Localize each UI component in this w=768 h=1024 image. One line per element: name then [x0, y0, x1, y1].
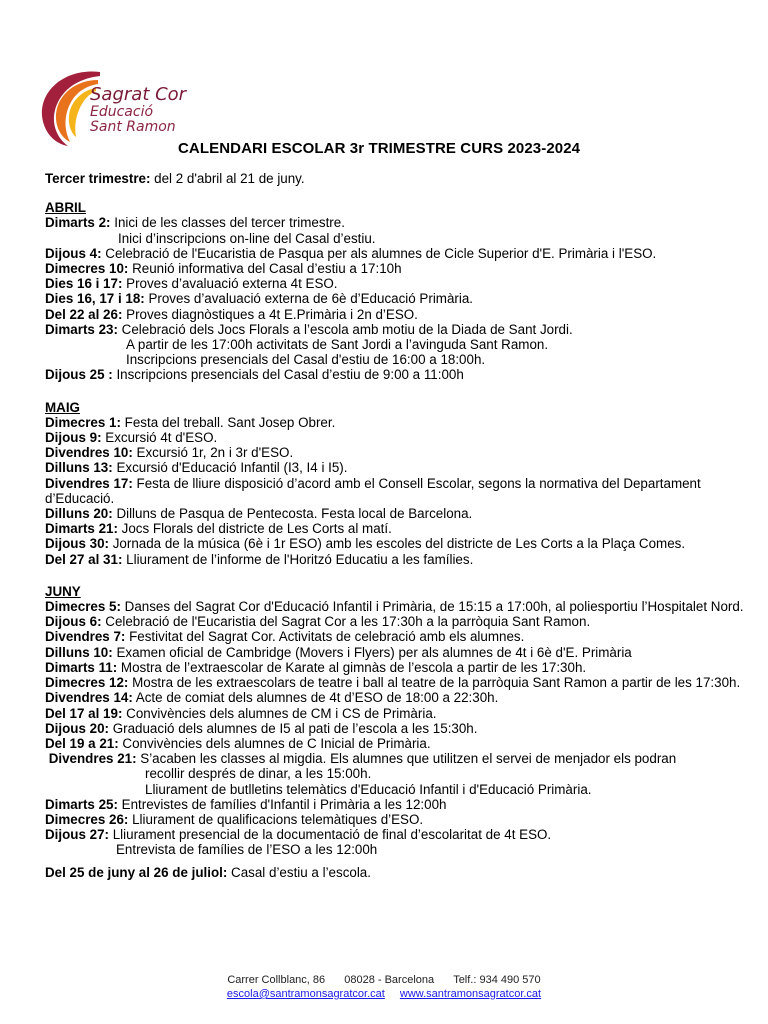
intro-line — [45, 171, 745, 186]
item-text: Entrevistes de famílies d'Infantil i Primària a les 12:00h — [117, 796, 447, 812]
list-item — [45, 291, 745, 306]
item-label: Dijous 9: — [45, 430, 102, 446]
list-item — [45, 721, 745, 736]
item-text: Inscripcions presencials del Casal d'estiu de 16:00 a 18:00h. — [126, 352, 486, 368]
list-item — [45, 337, 745, 352]
item-label: Dies 16 i 17: — [45, 276, 123, 292]
item-label: Del 25 de juny al 26 de juliol: — [45, 864, 228, 880]
item-label: Del 19 a 21: — [45, 735, 119, 751]
item-text: Celebració de l'Eucaristia de Pasqua per als alumnes de Cicle Superior d'E. Primària i l'ESO. — [101, 245, 657, 261]
item-label: Dimecres 26: — [45, 811, 129, 827]
list-item — [45, 536, 745, 551]
intro-label: Tercer trimestre: — [45, 171, 151, 186]
item-label: Divendres 21: — [45, 751, 137, 767]
list-item — [45, 797, 745, 812]
list-item — [45, 736, 745, 751]
list-item — [45, 812, 745, 827]
item-label: Del 22 al 26: — [45, 306, 123, 322]
item-text: Acte de comiat dels alumnes de 4t d’ESO de 18:00 a 22:30h. — [132, 690, 499, 706]
item-label: Dijous 27: — [45, 827, 109, 843]
logo — [38, 66, 188, 148]
item-text: Entrevista de famílies de l’ESO a les 12:00h — [116, 842, 378, 858]
item-label: Divendres 17: — [45, 475, 133, 491]
list-item — [45, 599, 745, 614]
footer-links-line — [0, 988, 768, 1000]
list-item — [45, 842, 745, 857]
list-item — [45, 415, 745, 430]
item-text: Festivitat del Sagrat Cor. Activitats de celebració amb els alumnes. — [125, 629, 525, 645]
item-text: Mostra de l’extraescolar de Karate al gimnàs de l’escola a partir de les 17:30h. — [117, 659, 587, 675]
item-text: Inici d’inscripcions on-line del Casal d’estiu. — [118, 230, 376, 246]
list-item — [45, 367, 745, 382]
item-label: Divendres 10: — [45, 445, 133, 461]
footer-address-line — [0, 974, 768, 986]
list-item — [45, 460, 745, 475]
item-label: Del 27 al 31: — [45, 551, 123, 567]
list-item — [45, 645, 745, 660]
footer-email-link[interactable]: escola@santramonsagratcor.cat — [226, 988, 385, 1000]
item-text: A partir de les 17:00h activitats de Sant Jordi a l’avinguda Sant Ramon. — [126, 337, 549, 353]
list-item — [45, 751, 745, 766]
item-text: recollir després de dinar, a les 15:00h. — [145, 766, 372, 782]
item-text: Mostra de les extraescolars de teatre i ball al teatre de la parròquia Sant Ramon a partir de les 17:30h. — [128, 675, 741, 691]
item-text: Proves d’avaluació externa 4t ESO. — [122, 276, 338, 292]
item-text: Proves d’avaluació externa de 6è d’Educació Primària. — [144, 291, 473, 307]
item-text: Dilluns de Pasqua de Pentecosta. Festa local de Barcelona. — [112, 506, 473, 522]
item-text: Proves diagnòstiques a 4t E.Primària i 2n d’ESO. — [122, 306, 418, 322]
item-label: Dimarts 11: — [45, 659, 118, 675]
list-item — [45, 690, 745, 705]
item-text: Casal d’estiu a l’escola. — [227, 864, 371, 880]
item-label: Dies 16, 17 i 18: — [45, 291, 145, 307]
item-text: Convivències dels alumnes de CM i CS de Primària. — [122, 705, 437, 721]
list-item — [45, 261, 745, 276]
list-item — [45, 352, 745, 367]
item-label: Divendres 14: — [45, 690, 133, 706]
item-label: Dijous 6: — [45, 614, 102, 630]
list-item — [45, 231, 745, 246]
list-item — [45, 506, 745, 521]
item-label: Dimecres 1: — [45, 414, 121, 430]
item-text: Celebració dels Jocs Florals a l’escola amb motiu de la Diada de Sant Jordi. — [117, 321, 573, 337]
item-text: Lliurament de l’informe de l'Horitzó Educatiu a les famílies. — [122, 551, 474, 567]
item-text: Examen oficial de Cambridge (Movers i Flyers) per als alumnes de 4t i 6è d'E. Primària — [112, 644, 632, 660]
list-item — [45, 322, 745, 337]
item-text: Lliurament de qualificacions telemàtiques d’ESO. — [128, 811, 424, 827]
item-text: Jocs Florals del districte de Les Corts al matí. — [117, 521, 392, 537]
list-item — [45, 675, 745, 690]
item-text: Excursió d'Educació Infantil (I3, I4 i I5). — [112, 460, 348, 476]
item-label: Del 17 al 19: — [45, 705, 123, 721]
logo-line-2: Educació — [90, 104, 154, 120]
calendar-content — [45, 171, 745, 880]
list-item — [45, 246, 745, 261]
list-item — [45, 521, 745, 536]
item-label: Dimecres 10: — [45, 261, 129, 277]
item-text: S’acaben les classes al migdia. Els alumnes que utilitzen el servei de menjador els podran — [136, 751, 677, 767]
item-text: Inici de les classes del tercer trimestre. — [110, 215, 345, 231]
footer-address: Carrer Collblanc, 86 — [227, 974, 326, 986]
item-text: Inscripcions presencials del Casal d’estiu de 9:00 a 11:00h — [112, 367, 464, 383]
item-label: Dimarts 25: — [45, 796, 118, 812]
item-text: Jornada de la música (6è i 1r ESO) amb les escoles del districte de Les Corts a la Plaça Comes. — [109, 536, 686, 552]
item-label: Dijous 20: — [45, 720, 109, 736]
item-label: Dilluns 13: — [45, 460, 113, 476]
item-text: Excursió 1r, 2n i 3r d'ESO. — [132, 445, 294, 461]
item-text: Reunió informativa del Casal d’estiu a 17:10h — [128, 261, 402, 277]
item-label: Dimecres 12: — [45, 675, 129, 691]
intro-text: del 2 d'abril al 21 de juny. — [150, 171, 305, 186]
item-text: Celebració de l'Eucaristia del Sagrat Cor a les 17:30h a la parròquia Sant Ramon. — [101, 614, 591, 630]
item-label: Dilluns 10: — [45, 644, 113, 660]
logo-line-3: Sant Ramon — [90, 119, 176, 135]
list-item — [45, 827, 745, 842]
footer-phone: Telf.: 934 490 570 — [453, 974, 541, 986]
item-label: Dijous 4: — [45, 245, 102, 261]
footer-web-link[interactable]: www.santramonsagratcor.cat — [399, 988, 542, 1000]
logo-line-1: Sagrat Cor — [90, 84, 187, 105]
list-item — [45, 706, 745, 721]
month-heading-juny: JUNY — [45, 583, 81, 599]
item-text: Festa del treball. Sant Josep Obrer. — [120, 414, 336, 430]
item-label: Dijous 25 : — [45, 367, 113, 383]
item-text: Festa de lliure disposició d’acord amb el Consell Escolar, segons la normativa del Departament d’Educació. — [45, 475, 701, 506]
item-text: Graduació dels alumnes de I5 al pati de l’escola a les 15:30h. — [109, 720, 478, 736]
item-label: Divendres 7: — [45, 629, 126, 645]
item-text: Lliurament de butlletins telemàtics d'Educació Infantil i d'Educació Primària. — [145, 781, 592, 797]
item-label: Dimarts 21: — [45, 521, 118, 537]
list-item — [45, 660, 745, 675]
item-text: Excursió 4t d'ESO. — [101, 430, 218, 446]
item-label: Dimarts 2: — [45, 215, 111, 231]
final-item — [45, 865, 745, 880]
item-text: Convivències dels alumnes de C Inicial de Primària. — [118, 735, 431, 751]
list-item — [45, 276, 745, 291]
month-heading-abril: ABRIL — [45, 200, 86, 216]
item-label: Dijous 30: — [45, 536, 109, 552]
list-item — [45, 445, 745, 460]
list-item — [45, 552, 745, 567]
item-label: Dimarts 23: — [45, 321, 118, 337]
item-text: Danses del Sagrat Cor d'Educació Infantil i Primària, de 15:15 a 17:00h, al poliesportiu l’Hospitalet Nord. — [120, 599, 744, 615]
list-item — [45, 629, 745, 644]
month-heading-maig: MAIG — [45, 399, 80, 415]
item-label: Dimecres 5: — [45, 599, 121, 615]
footer-postal: 08028 - Barcelona — [344, 974, 435, 986]
list-item — [45, 476, 745, 506]
page-title: CALENDARI ESCOLAR 3r TRIMESTRE CURS 2023-2024 — [178, 140, 581, 157]
list-item — [45, 215, 745, 230]
list-item — [45, 766, 745, 781]
list-item — [45, 614, 745, 629]
item-label: Dilluns 20: — [45, 506, 113, 522]
list-item — [45, 782, 745, 797]
list-item — [45, 430, 745, 445]
item-text: Lliurament presencial de la documentació de final d’escolaritat de 4t ESO. — [109, 827, 552, 843]
list-item — [45, 307, 745, 322]
